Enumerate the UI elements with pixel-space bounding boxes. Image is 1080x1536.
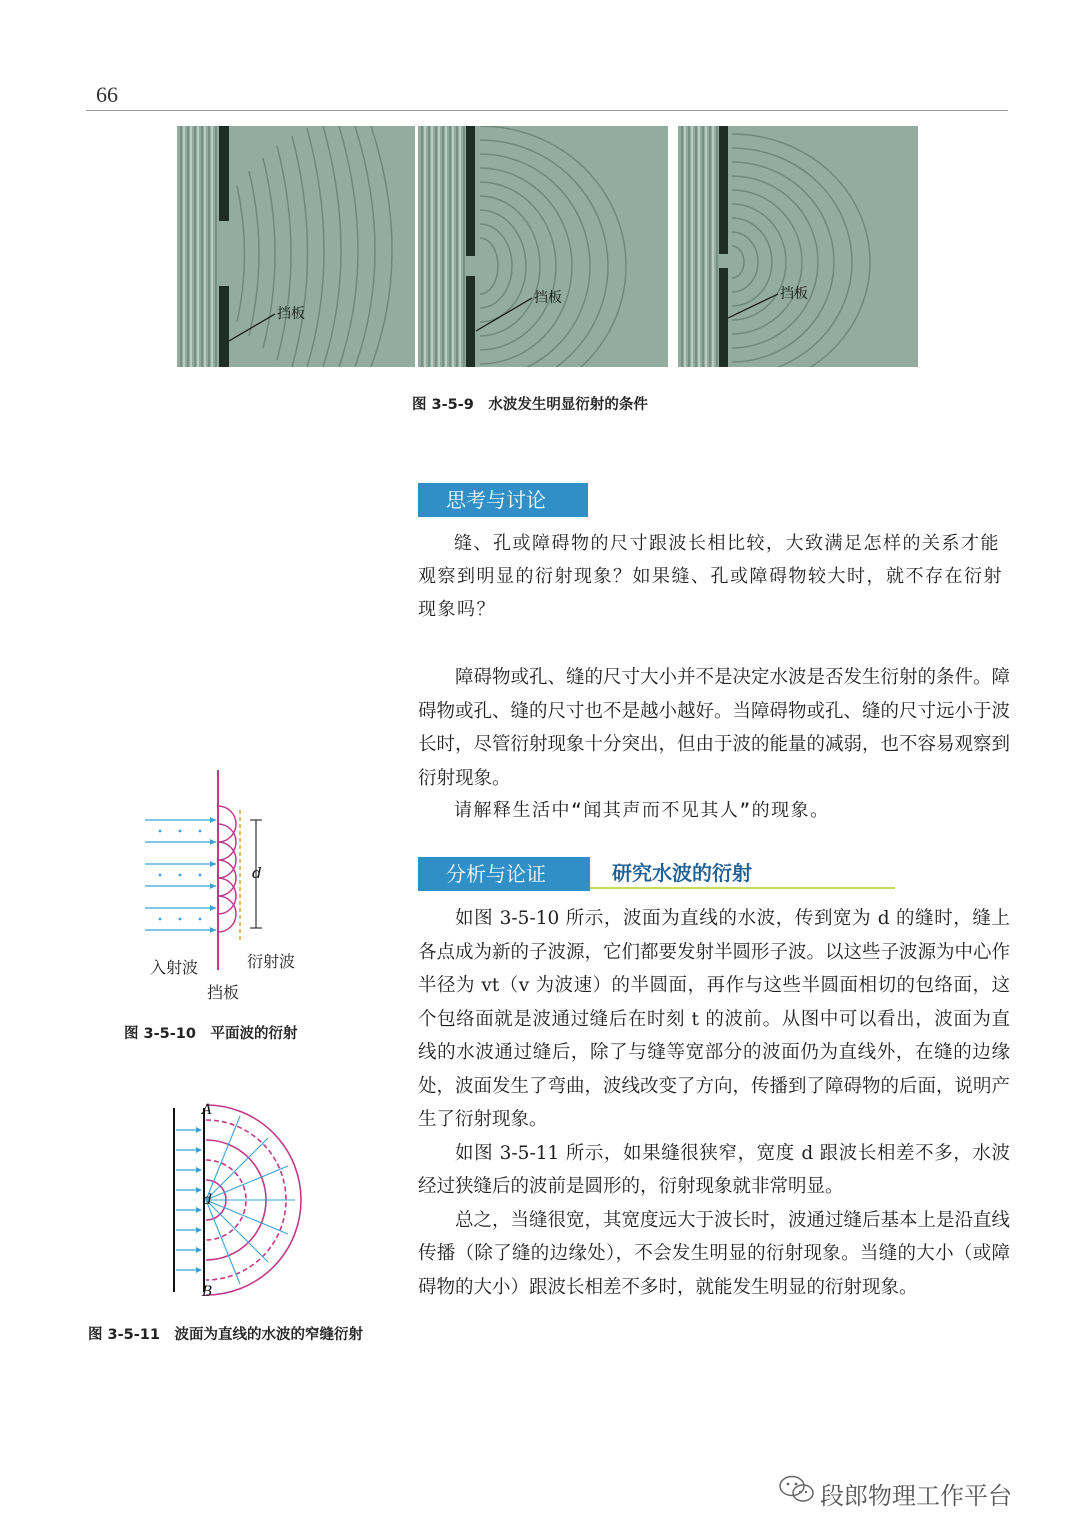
- fig10-d-label: d: [252, 864, 262, 882]
- analysis-p3: 总之，当缝很宽，其宽度远大于波长时，波通过缝后基本上是沿直线传播（除了缝的边缘处），不会发生明显的衍射现象。当缝的大小（或障碍物的大小）跟波长相差不多时，就能发生明显的衍射现象。: [418, 1209, 1011, 1298]
- ripple-photo-3: [678, 126, 918, 367]
- think-question: [418, 527, 1010, 626]
- figure-3-5-11-diagram: [140, 1100, 310, 1300]
- header-rule: [86, 110, 1008, 111]
- analysis-section-header: 分析与论证: [418, 857, 590, 891]
- think-prompt-text: 请解释生活中“闻其声而不见其人”的现象。: [454, 800, 830, 821]
- figure-3-5-11-caption: 图 3-5-11 波面为直线的水波的窄缝衍射: [88, 1327, 363, 1343]
- fig10-baffle-label: 挡板: [207, 983, 240, 1002]
- fig10-diffracted-label: 衍射波: [247, 952, 296, 971]
- think-section-header: 思考与讨论: [418, 483, 588, 517]
- fig10-incident-label: 入射波: [150, 958, 199, 977]
- figure-3-5-10-caption: 图 3-5-10 平面波的衍射: [124, 1026, 298, 1042]
- figure-3-5-10-diagram: [140, 770, 330, 970]
- fig11-b-label: B: [202, 1284, 213, 1300]
- fig11-a-label: A: [202, 1102, 213, 1118]
- fig11-d-label: d: [203, 1192, 212, 1208]
- analysis-p2: 如图 3-5-11 所示，如果缝很狭窄，宽度 d 跟波长相差不多，水波经过狭缝后的波前是圆形的，衍射现象就非常明显。: [418, 1142, 1010, 1197]
- baffle-label-1: 挡板: [277, 306, 305, 322]
- ripple-photo-1: [177, 126, 415, 367]
- figure-3-5-9-caption: 图 3-5-9 水波发生明显衍射的条件: [412, 397, 648, 413]
- ripple-photo-2: [418, 126, 668, 367]
- wechat-icon: [778, 1474, 816, 1504]
- watermark-text: 段郎物理工作平台: [820, 1482, 1012, 1510]
- analysis-subtitle: 研究水波的衍射: [612, 861, 752, 885]
- baffle-label-2: 挡板: [534, 290, 562, 306]
- analysis-rule: [590, 887, 895, 889]
- analysis-p1: 如图 3-5-10 所示，波面为直线的水波，传到宽为 d 的缝时，缝上各点成为新的子波源，它们都要发射半圆形子波。以这些子波源为中心作半径为 vt（v 为波速）的半圆面，再作与这些半圆面相切的包络面，这个包络面就是波通过缝后在时刻 t 的波前。从图中可以看出，波面为直线的水波通过缝后，除了与缝等宽部分的波面仍为直线外，在缝的边缘处，波面发生了弯曲，波线改变了方向，传播到了障碍物的后面，说明产生了衍射现象。: [418, 908, 1011, 1130]
- think-question-text: 缝、孔或障碍物的尺寸跟波长相比较，大致满足怎样的关系才能观察到明显的衍射现象？如果缝、孔或障碍物较大时，就不存在衍射现象吗？: [418, 533, 1003, 620]
- analysis-body: [418, 902, 1010, 1304]
- page-number: 66: [96, 82, 118, 107]
- think-prompt: [418, 794, 1010, 827]
- think-answer: [418, 661, 1010, 795]
- think-answer-p1: 障碍物或孔、缝的尺寸大小并不是决定水波是否发生衍射的条件。障碍物或孔、缝的尺寸也不是越小越好。当障碍物或孔、缝的尺寸远小于波长时，尽管衍射现象十分突出，但由于波的能量的减弱，也不容易观察到衍射现象。: [418, 667, 1011, 789]
- baffle-label-3: 挡板: [780, 286, 808, 302]
